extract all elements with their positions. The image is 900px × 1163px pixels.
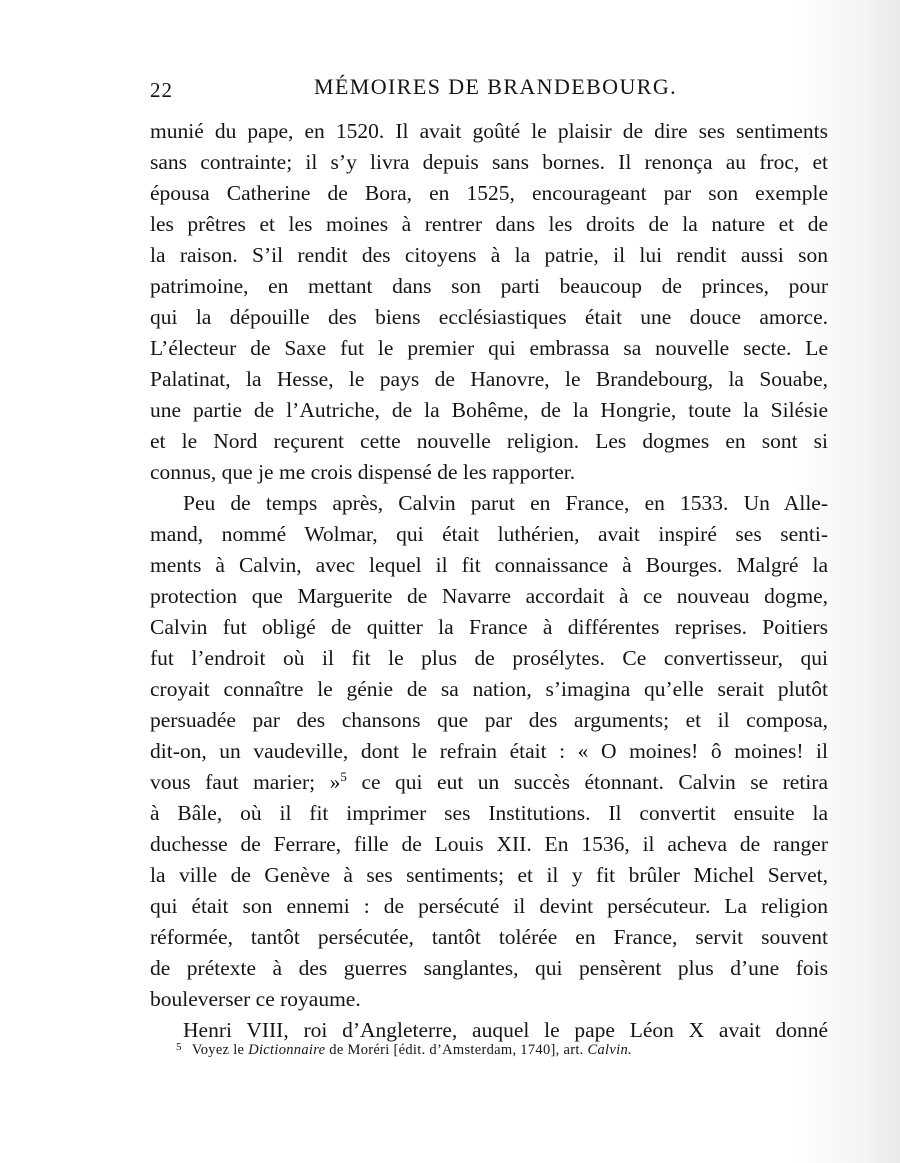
text-line: de prétexte à des guerres sanglantes, qui pensèrent plus d’une fois — [150, 956, 828, 980]
footnote-text: de Moréri [édit. d’Amsterdam, 1740], art. — [325, 1042, 588, 1058]
text-line: une partie de l’Autriche, de la Bohême, de la Hongrie, toute la Silésie — [150, 398, 828, 422]
text-segment: ce qui eut un succès étonnant. Calvin se retira — [346, 770, 828, 794]
text-line: épousa Catherine de Bora, en 1525, encourageant par son exemple — [150, 181, 828, 205]
text-line: patrimoine, en mettant dans son parti beaucoup de princes, pour — [150, 274, 828, 298]
footnote-reference: 5 — [340, 769, 347, 784]
paragraph-last-line: connus, que je me crois dispensé de les rapporter. — [150, 460, 576, 484]
text-line: Palatinat, la Hesse, le pays de Hanovre, le Brandebourg, la Souabe, — [150, 367, 828, 391]
paragraph-first-line: Henri VIII, roi d’Angleterre, auquel le pape Léon X avait donné — [183, 1018, 828, 1042]
text-line: duchesse de Ferrare, fille de Louis XII. En 1536, il acheva de ranger — [150, 832, 828, 856]
footnote-number: 5 — [176, 1041, 182, 1053]
paragraph-first-line: Peu de temps après, Calvin parut en France, en 1533. Un Alle- — [183, 491, 828, 515]
text-line: la raison. S’il rendit des citoyens à la patrie, il lui rendit aussi son — [150, 243, 828, 267]
footnote-italic-title: Dictionnaire — [248, 1042, 326, 1058]
text-line: fut l’endroit où il fit le plus de prosélytes. Ce convertisseur, qui — [150, 646, 828, 670]
text-line: à Bâle, où il fit imprimer ses Institutions. Il convertit ensuite la — [150, 801, 828, 825]
text-line: croyait connaître le génie de sa nation, s’imagina qu’elle serait plutôt — [150, 677, 828, 701]
body-text — [150, 116, 828, 1046]
text-line: mand, nommé Wolmar, qui était luthérien, avait inspiré ses senti- — [150, 522, 828, 546]
running-title: MÉMOIRES DE BRANDEBOURG. — [314, 74, 678, 99]
paragraph-last-line: bouleverser ce royaume. — [150, 987, 361, 1011]
text-line: protection que Marguerite de Navarre accordait à ce nouveau dogme, — [150, 584, 828, 608]
page-number: 22 — [150, 78, 173, 102]
text-line: L’électeur de Saxe fut le premier qui embrassa sa nouvelle secte. Le — [150, 336, 828, 360]
text-line: qui était son ennemi : de persécuté il devint persécuteur. La religion — [150, 894, 828, 918]
running-head — [150, 74, 828, 106]
text-line: persuadée par des chansons que par des arguments; et il composa, — [150, 708, 828, 732]
text-line-with-note — [150, 767, 828, 798]
text-line: qui la dépouille des biens ecclésiastiques était une douce amorce. — [150, 305, 828, 329]
text-line: ments à Calvin, avec lequel il fit connaissance à Bourges. Malgré la — [150, 553, 828, 577]
text-line: sans contrainte; il s’y livra depuis sans bornes. Il renonça au froc, et — [150, 150, 828, 174]
footnote — [176, 1041, 632, 1059]
text-line: la ville de Genève à ses sentiments; et il y fit brûler Michel Servet, — [150, 863, 828, 887]
footnote-italic-entry: Calvin. — [587, 1042, 632, 1058]
text-line: et le Nord reçurent cette nouvelle religion. Les dogmes en sont si — [150, 429, 828, 453]
footnote-text: Voyez le — [191, 1042, 249, 1058]
text-line: Calvin fut obligé de quitter la France à différentes reprises. Poitiers — [150, 615, 828, 639]
text-line: munié du pape, en 1520. Il avait goûté le plaisir de dire ses sentiments — [150, 119, 828, 143]
text-line: dit-on, un vaudeville, dont le refrain était : « O moines! ô moines! il — [150, 739, 828, 763]
text-line: les prêtres et les moines à rentrer dans les droits de la nature et de — [150, 212, 828, 236]
text-segment: vous faut marier; » — [150, 770, 341, 794]
text-line: réformée, tantôt persécutée, tantôt tolérée en France, servit souvent — [150, 925, 828, 949]
